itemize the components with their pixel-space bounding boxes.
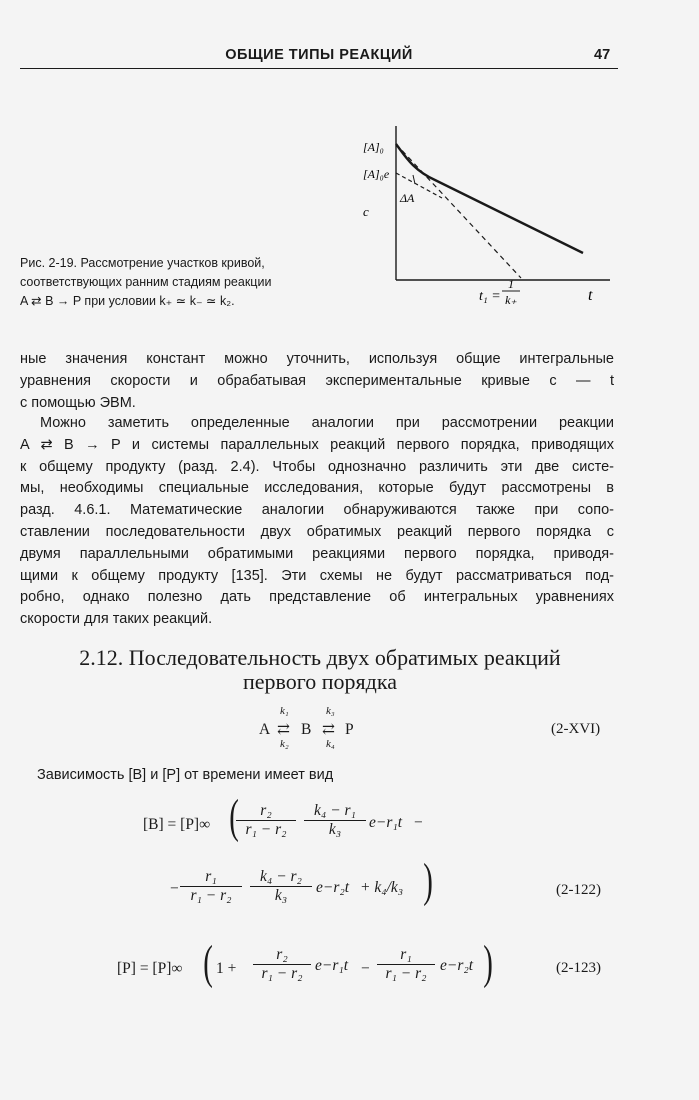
denominator: r₁ − r₂: [245, 821, 287, 838]
eq122-exp-1: e−r₁t: [369, 814, 403, 831]
text-line: с помощью ЭВМ.: [20, 394, 136, 411]
text-line: щими к общему продукту [135]. Эти схемы не будут рассматриваться под-: [20, 567, 614, 584]
t1-label: t₁ =: [479, 289, 501, 304]
dependence-text: Зависимость [B] и [P] от времени имеет вид: [37, 767, 334, 783]
text-line: A ⇄ B → P и системы параллельных реакций первого порядка, приводящих: [20, 436, 614, 453]
numerator: r₁: [205, 868, 217, 885]
eq123-exp-2: e−r₂t: [440, 957, 474, 974]
text-line: робно, однако полезно дать представление об интегральных уравнениях: [20, 589, 614, 606]
denominator: r₁ − r₂: [261, 965, 303, 982]
equation-2-122: [0, 790, 699, 930]
eq122-leading-minus: −: [170, 880, 179, 897]
k2-label: k₂: [280, 738, 289, 750]
y-label-c: c: [363, 204, 369, 219]
denominator: k₃: [328, 821, 342, 838]
numerator: r₁: [400, 946, 412, 963]
x-label-t: t: [588, 287, 593, 304]
k4-label: k₄: [326, 738, 335, 750]
species-b: B: [301, 721, 312, 738]
denominator: r₁ − r₂: [190, 887, 232, 904]
species-p: P: [345, 721, 354, 738]
left-paren: (: [203, 936, 213, 989]
paragraph-1: [20, 349, 614, 414]
header-rule: [20, 68, 618, 69]
k1-label: k₁: [280, 705, 289, 717]
denominator: k₃: [274, 887, 288, 904]
numerator: k₄ − r₂: [260, 868, 302, 885]
eq122-lhs: [B] = [P]∞: [143, 816, 211, 833]
section-heading-line-2: первого порядка: [243, 669, 397, 694]
caption-line: Рис. 2-19. Рассмотрение участков кривой,: [20, 256, 265, 270]
numerator: r₂: [276, 946, 288, 963]
eq122-trailing-minus: −: [414, 814, 423, 831]
eq122-frac-4: [250, 868, 312, 905]
text-line: скорости для таких реакций.: [20, 611, 213, 628]
caption-line: соответствующих ранним стадиям реакции: [20, 275, 272, 289]
right-paren: ): [483, 936, 493, 989]
delta-marker: [413, 175, 415, 184]
equation-2-123: [0, 936, 699, 1010]
eq123-lhs: [P] = [P]∞: [117, 960, 183, 977]
t1-numerator: 1: [508, 277, 514, 291]
text-line: уравнения скорости и обрабатывая экспериментальные кривые c — t: [20, 372, 614, 389]
right-paren: ): [423, 854, 433, 907]
concentration-curve: [396, 144, 583, 253]
eq123-frac-2: [377, 946, 435, 983]
text-line: мы, необходимы специальные исследования, которые будут рассмотрены в: [20, 480, 614, 497]
t1-denominator: k₊: [505, 293, 517, 307]
text-line: разд. 4.6.1. Математические аналогии обнаруживаются также при сопо-: [20, 502, 614, 519]
eq122-frac-1: [236, 802, 296, 839]
eq123-frac-1: [253, 946, 311, 983]
section-heading: [20, 646, 620, 694]
initial-tangent: [396, 144, 521, 278]
left-paren: (: [229, 790, 239, 843]
k3-label: k₃: [326, 705, 335, 717]
eq122-frac-2: [304, 802, 366, 839]
text-line: двумя параллельными обратимыми реакциями первого порядка, приводя-: [20, 545, 614, 562]
text-line: ные значения констант можно уточнить, используя общие интегральные: [20, 351, 614, 367]
numerator: k₄ − r₁: [314, 802, 356, 819]
reaction-scheme: [0, 705, 699, 755]
species-a: A: [259, 721, 271, 738]
text-line: Можно заметить определенные аналогии при рассмотрении реакции: [40, 415, 614, 431]
text-line: к общему продукту (разд. 2.4). Чтобы однозначно различить эти две систе-: [20, 458, 614, 475]
text-line: ставлении последовательности двух обратимых реакций первого порядка с: [20, 523, 614, 540]
section-heading-line-1: 2.12. Последовательность двух обратимых реакций: [79, 645, 561, 670]
eq122-frac-3: [180, 868, 242, 905]
running-head: ОБЩИЕ ТИПЫ РЕАКЦИЙ: [225, 47, 413, 63]
y-label-a0: [A]₀: [363, 140, 384, 154]
eq123-exp-1: e−r₁t: [315, 957, 349, 974]
caption-line: A ⇄ B → P при условии k₊ ≃ k₋ ≃ k₂.: [20, 294, 235, 308]
figure-caption: [20, 254, 340, 311]
equilibrium-arrow-2: ⇄: [322, 721, 335, 738]
eq122-tail: + k₄/k₃: [360, 879, 404, 896]
equilibrium-arrow-1: ⇄: [277, 721, 290, 738]
equation-number: (2-122): [556, 882, 601, 898]
eq123-one: 1 +: [216, 960, 237, 977]
scheme-number: (2-XVI): [551, 721, 601, 737]
numerator: r₂: [260, 802, 272, 819]
y-label-a0e: [A]₀e: [363, 167, 390, 181]
page-number: 47: [594, 47, 611, 63]
eq122-exp-2: e−r₂t: [316, 879, 350, 896]
equation-number: (2-123): [556, 960, 601, 976]
eq123-minus: −: [361, 960, 370, 977]
paragraph-2: [20, 413, 614, 631]
delta-a-label: ΔA: [400, 191, 415, 205]
denominator: r₁ − r₂: [385, 965, 427, 982]
kinetics-figure: [355, 118, 615, 318]
